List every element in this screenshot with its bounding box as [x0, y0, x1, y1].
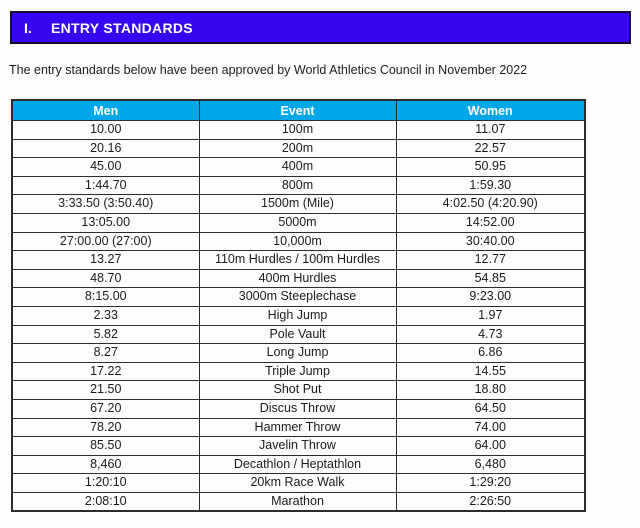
- men-standard-cell: 8,460: [12, 455, 199, 474]
- table-row: [12, 306, 585, 325]
- men-standard-cell: 1:44.70: [12, 176, 199, 195]
- table-row: [12, 251, 585, 270]
- women-standard-cell: 2:26:50: [396, 492, 585, 511]
- women-standard-cell: 1.97: [396, 306, 585, 325]
- women-standard-cell: 6,480: [396, 455, 585, 474]
- men-standard-cell: 2.33: [12, 306, 199, 325]
- event-name-cell: 3000m Steeplechase: [199, 288, 396, 307]
- women-standard-cell: 14:52.00: [396, 213, 585, 232]
- section-numeral: I.: [24, 19, 32, 36]
- table-row: [12, 381, 585, 400]
- women-standard-cell: 11.07: [396, 121, 585, 140]
- event-name-cell: Pole Vault: [199, 325, 396, 344]
- table-header-row: [12, 100, 585, 121]
- event-name-cell: 110m Hurdles / 100m Hurdles: [199, 251, 396, 270]
- men-standard-cell: 27:00.00 (27:00): [12, 232, 199, 251]
- women-standard-cell: 64.00: [396, 437, 585, 456]
- women-standard-cell: 18.80: [396, 381, 585, 400]
- table-row: [12, 213, 585, 232]
- event-name-cell: Hammer Throw: [199, 418, 396, 437]
- event-name-cell: Javelin Throw: [199, 437, 396, 456]
- event-name-cell: 200m: [199, 139, 396, 158]
- table-row: [12, 325, 585, 344]
- men-standard-cell: 17.22: [12, 362, 199, 381]
- table-row: [12, 269, 585, 288]
- column-header-men: Men: [12, 100, 199, 121]
- men-standard-cell: 21.50: [12, 381, 199, 400]
- women-standard-cell: 30:40.00: [396, 232, 585, 251]
- women-standard-cell: 6.86: [396, 344, 585, 363]
- table-row: [12, 437, 585, 456]
- table-row: [12, 362, 585, 381]
- event-name-cell: Triple Jump: [199, 362, 396, 381]
- table-row: [12, 474, 585, 493]
- women-standard-cell: 14.55: [396, 362, 585, 381]
- section-header-bar: [10, 11, 631, 44]
- men-standard-cell: 8:15.00: [12, 288, 199, 307]
- event-name-cell: 800m: [199, 176, 396, 195]
- event-name-cell: 20km Race Walk: [199, 474, 396, 493]
- men-standard-cell: 20.16: [12, 139, 199, 158]
- event-name-cell: 1500m (Mile): [199, 195, 396, 214]
- men-standard-cell: 5.82: [12, 325, 199, 344]
- table-row: [12, 121, 585, 140]
- approval-subtitle: The entry standards below have been approved by World Athletics Council in November 2022: [9, 63, 528, 77]
- women-standard-cell: 50.95: [396, 158, 585, 177]
- table-row: [12, 158, 585, 177]
- table-row: [12, 399, 585, 418]
- women-standard-cell: 1:29:20: [396, 474, 585, 493]
- column-header-women: Women: [396, 100, 585, 121]
- table-row: [12, 139, 585, 158]
- table-row: [12, 176, 585, 195]
- women-standard-cell: 74.00: [396, 418, 585, 437]
- men-standard-cell: 45.00: [12, 158, 199, 177]
- entry-standards-table: [11, 99, 586, 512]
- men-standard-cell: 78.20: [12, 418, 199, 437]
- column-header-event: Event: [199, 100, 396, 121]
- table-row: [12, 344, 585, 363]
- table-row: [12, 455, 585, 474]
- event-name-cell: Long Jump: [199, 344, 396, 363]
- table-row: [12, 232, 585, 251]
- women-standard-cell: 12.77: [396, 251, 585, 270]
- women-standard-cell: 64.50: [396, 399, 585, 418]
- women-standard-cell: 22.57: [396, 139, 585, 158]
- women-standard-cell: 4.73: [396, 325, 585, 344]
- women-standard-cell: 4:02.50 (4:20.90): [396, 195, 585, 214]
- event-name-cell: High Jump: [199, 306, 396, 325]
- men-standard-cell: 2:08:10: [12, 492, 199, 511]
- event-name-cell: 5000m: [199, 213, 396, 232]
- table-row: [12, 492, 585, 511]
- event-name-cell: 400m Hurdles: [199, 269, 396, 288]
- men-standard-cell: 3:33.50 (3:50.40): [12, 195, 199, 214]
- event-name-cell: 400m: [199, 158, 396, 177]
- women-standard-cell: 9:23.00: [396, 288, 585, 307]
- table-row: [12, 195, 585, 214]
- event-name-cell: 10,000m: [199, 232, 396, 251]
- event-name-cell: Discus Throw: [199, 399, 396, 418]
- men-standard-cell: 85.50: [12, 437, 199, 456]
- women-standard-cell: 1:59.30: [396, 176, 585, 195]
- men-standard-cell: 1:20:10: [12, 474, 199, 493]
- men-standard-cell: 67.20: [12, 399, 199, 418]
- women-standard-cell: 54.85: [396, 269, 585, 288]
- men-standard-cell: 10.00: [12, 121, 199, 140]
- event-name-cell: 100m: [199, 121, 396, 140]
- men-standard-cell: 8.27: [12, 344, 199, 363]
- event-name-cell: Shot Put: [199, 381, 396, 400]
- table-row: [12, 418, 585, 437]
- event-name-cell: Marathon: [199, 492, 396, 511]
- men-standard-cell: 13:05.00: [12, 213, 199, 232]
- men-standard-cell: 13.27: [12, 251, 199, 270]
- men-standard-cell: 48.70: [12, 269, 199, 288]
- event-name-cell: Decathlon / Heptathlon: [199, 455, 396, 474]
- section-title: ENTRY STANDARDS: [51, 19, 193, 36]
- table-row: [12, 288, 585, 307]
